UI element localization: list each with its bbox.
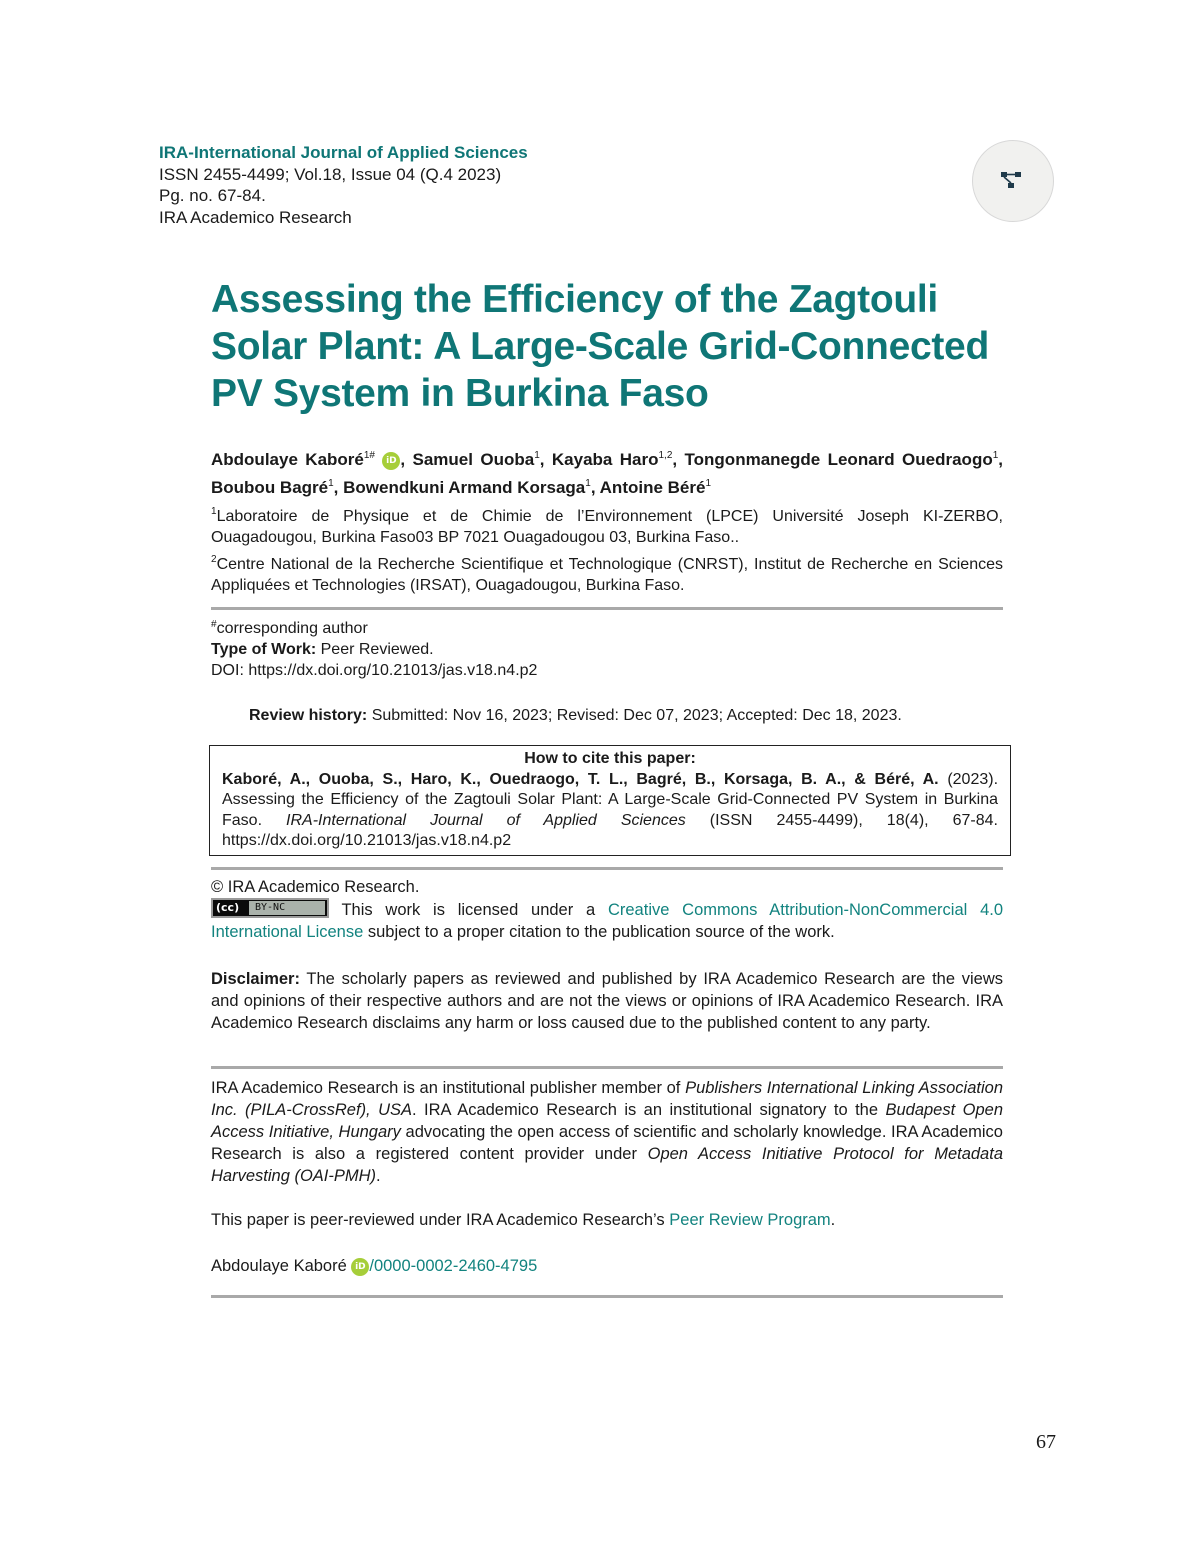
peer-review-link[interactable]: Peer Review Program	[669, 1211, 831, 1229]
type-of-work	[211, 639, 1003, 660]
disclaimer	[211, 968, 1003, 1034]
review-value: Submitted: Nov 16, 2023; Revised: Dec 07, 2023; Accepted: Dec 18, 2023.	[367, 707, 902, 724]
share-icon[interactable]	[972, 140, 1054, 222]
citation-part: (2023). Assessing the Efficiency of the Zagtouli Solar Plant: A Large-Scale Grid-Connected PV System in Burkina Faso.	[222, 770, 999, 829]
author-sup: 1#	[363, 450, 375, 461]
member-text: IRA Academico Research is an institutional publisher member of	[211, 1079, 686, 1097]
citation-text	[222, 770, 998, 852]
disclaimer-label: Disclaimer:	[211, 970, 300, 988]
divider	[211, 1295, 1003, 1298]
peer-review-text: This paper is peer-reviewed under IRA Academico Research’s	[211, 1211, 670, 1229]
citation-authors: Kaboré, A., Ouoba, S., Haro, K., Ouedraogo, T. L., Bagré, B., Korsaga, B. A., & Béré, A.	[222, 770, 939, 788]
corresponding-sup: #	[211, 619, 217, 630]
type-value: Peer Reviewed.	[316, 641, 434, 658]
doi[interactable]: DOI: https://dx.doi.org/10.21013/jas.v18.n4.p2	[211, 662, 538, 679]
membership-statement	[211, 1077, 1003, 1187]
orcid-icon[interactable]: iD	[351, 1258, 369, 1276]
journal-name: IRA-International Journal of Applied Sciences	[159, 143, 528, 162]
affiliation-sup: 2	[211, 554, 217, 565]
journal-header	[159, 142, 528, 228]
author-sup: 1	[585, 478, 591, 489]
corresponding-author	[211, 618, 1003, 639]
journal-pages: Pg. no. 67-84.	[159, 186, 266, 205]
member-org: Open Access Initiative Protocol for Metadata Harvesting (OAI-PMH)	[211, 1145, 1003, 1185]
cc-badge-type: BY-NC	[249, 901, 325, 915]
author-sup: 1	[705, 478, 712, 489]
license-pre: This work is licensed under a	[329, 901, 608, 919]
affiliation-sup: 1	[211, 506, 217, 517]
citation-box	[209, 745, 1011, 856]
cc-badge-label: (cc)	[216, 901, 240, 914]
author-name: Antoine Béré	[599, 478, 706, 497]
author-name: Kayaba Haro	[551, 450, 659, 469]
paper-title: Assessing the Efficiency of the Zagtouli Solar Plant: A Large-Scale Grid-Connected PV System in Burkina Faso	[211, 278, 989, 415]
corresponding-label: corresponding author	[216, 620, 368, 637]
orcid-icon[interactable]: iD	[382, 452, 400, 470]
copyright-line: © IRA Academico Research.	[211, 878, 420, 896]
author-sup: 1	[328, 478, 334, 489]
member-text: .	[376, 1167, 381, 1185]
disclaimer-text: The scholarly papers as reviewed and published by IRA Academico Research are the views and opinions of their respective authors and are not the views or opinions of IRA Academico Research. IRA Academico Research disclaims any harm or loss caused due to the published content to any party.	[211, 970, 1003, 1032]
member-org: Budapest Open Access Initiative, Hungary	[211, 1101, 1004, 1141]
author-name: Bowendkuni Armand Korsaga	[343, 478, 586, 497]
author-name: Boubou Bagré	[211, 478, 329, 497]
type-label: Type of Work:	[211, 641, 317, 658]
citation-heading: How to cite this paper:	[524, 750, 696, 767]
author-name: Samuel Ouoba	[412, 450, 535, 469]
member-text: . IRA Academico Research is an institutional signatory to the	[412, 1101, 886, 1119]
author-list: Abdoulaye Kaboré$^{1\#}$ iD , Samuel Ouoba$^1$, Kayaba Haro$^{1,2}$, Tongonmanegde Leonard Ouedraogo$^1$, Boubou Bagré$^1$, Bowendkuni Armand Korsaga$^1$, Antoine Béré$^1$ $^1$Laboratoire de Physique et de Chimie de l’Environnement (LPCE) Université Joseph KI-ZERBO, Ouagadougou, Burkina Faso03 BP 7021 Ouagadougou 03, Burkina Faso.. $^2$Centre National de la Recherche Scientifique et Technologique (CNRST), Institut de Recherche en Sciences Appliquées et Technologies (IRSAT), Ouagadougou, Burkina Faso.	[211, 450, 1004, 594]
copyright-section	[211, 876, 1003, 943]
license-text	[211, 898, 1003, 943]
journal-issn: ISSN 2455-4499; Vol.18, Issue 04 (Q.4 2023)	[159, 164, 502, 184]
author-name: Tongonmanegde Leonard Ouedraogo	[684, 450, 993, 469]
network-node-icon	[1000, 170, 1026, 192]
review-history	[249, 705, 902, 726]
author-sup: 1	[992, 450, 999, 461]
peer-review-text: .	[830, 1211, 836, 1229]
license-post: subject to a proper citation to the publication source of the work.	[363, 923, 835, 941]
journal-publisher: IRA Academico Research	[159, 207, 352, 227]
member-text: advocating the open access of scientific and scholarly knowledge. IRA Academico Research is also a registered content provider under	[211, 1123, 1003, 1163]
divider	[211, 1066, 1003, 1069]
affiliation-text: Centre National de la Recherche Scientifique et Technologique (CNRST), Institut de Recherche en Sciences Appliquées et Technologies (IRSAT), Ouagadougou, Burkina Faso.	[211, 556, 1003, 594]
citation-part: (ISSN 2455-4499), 18(4), 67-84. https://dx.doi.org/10.21013/jas.v18.n4.p2	[222, 811, 998, 849]
orcid-author-name: Abdoulaye Kaboré	[211, 1257, 352, 1275]
cc-license-icon[interactable]	[211, 898, 329, 918]
page-number: 67	[1036, 1431, 1056, 1453]
review-label: Review history:	[249, 707, 368, 724]
divider	[211, 607, 1003, 610]
affiliation-1	[211, 506, 1003, 548]
affiliation-2	[211, 554, 1003, 596]
peer-review-statement	[211, 1209, 1003, 1231]
divider	[211, 867, 1003, 870]
orcid-line	[211, 1255, 1003, 1277]
author-sup: 1	[534, 450, 540, 461]
paper-meta	[211, 618, 1003, 681]
affiliation-text: Laboratoire de Physique et de Chimie de l’Environnement (LPCE) Université Joseph KI-ZERBO, Ouagadougou, Burkina Faso03 BP 7021 Ouagadougou 03, Burkina Faso..	[211, 508, 1003, 546]
author-sup: 1,2	[658, 450, 673, 461]
citation-journal: IRA-International Journal of Applied Sciences	[286, 811, 686, 829]
member-org: Publishers International Linking Association Inc. (PILA-CrossRef), USA	[211, 1079, 1003, 1119]
author-name: Abdoulaye Kaboré	[211, 450, 364, 469]
orcid-link[interactable]: /0000-0002-2460-4795	[369, 1257, 538, 1275]
license-link[interactable]: Creative Commons Attribution-NonCommercial 4.0 International License	[211, 901, 1004, 941]
